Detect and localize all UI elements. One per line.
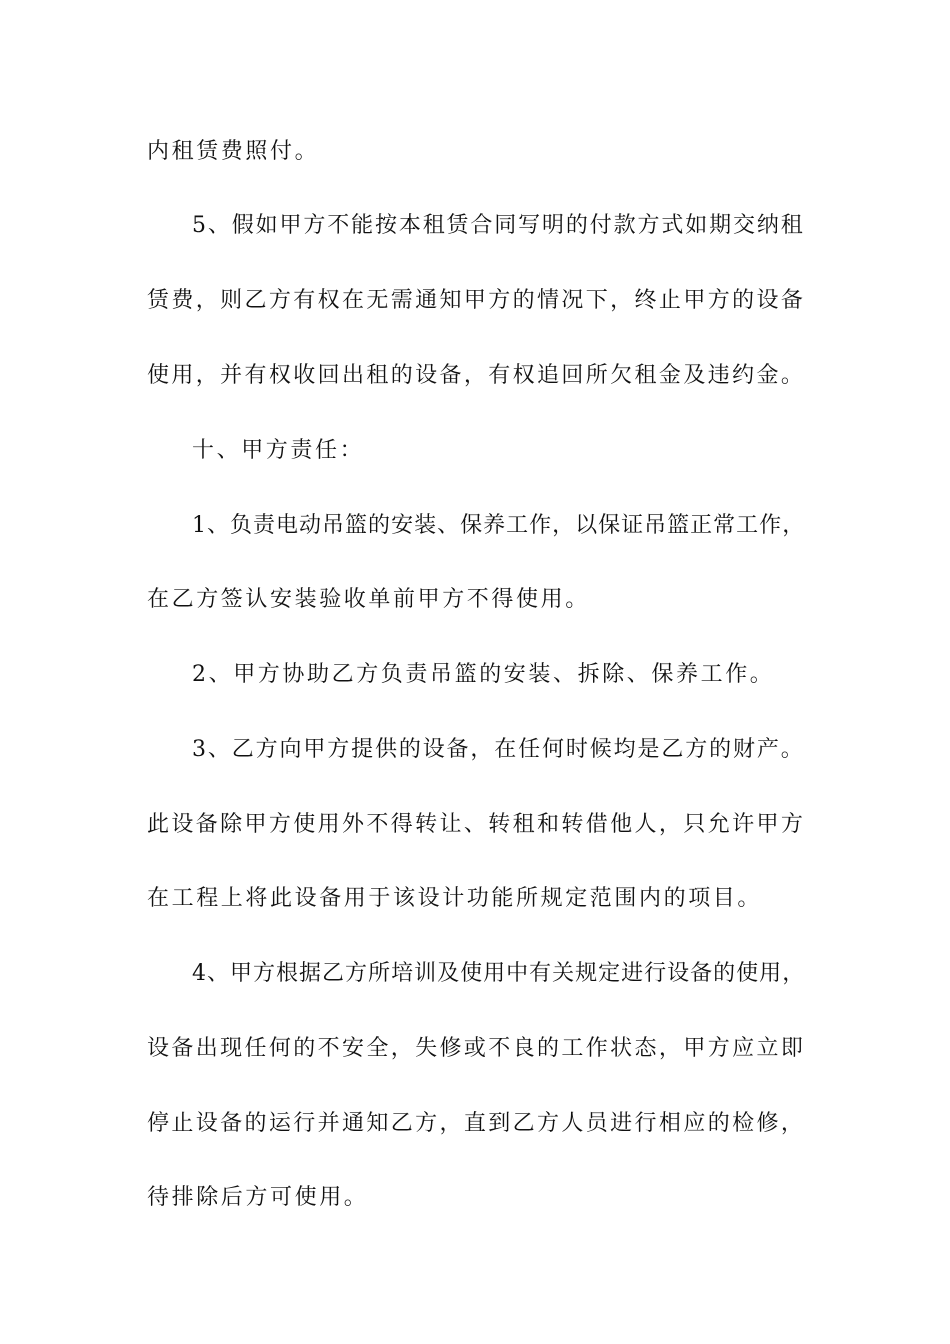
- paragraph-line: 此设备除甲方使用外不得转让、转租和转借他人，只允许甲方: [147, 812, 806, 837]
- paragraph-line: 内租赁费照付。: [147, 139, 320, 164]
- paragraph-line: 赁费，则乙方有权在无需通知甲方的情况下，终止甲方的设备: [147, 288, 806, 313]
- paragraph-line: 设备出现任何的不安全，失修或不良的工作状态，甲方应立即: [147, 1036, 806, 1061]
- paragraph-line: 使用，并有权收回出租的设备，有权追回所欠租金及违约金。: [147, 363, 806, 388]
- paragraph-line: 待排除后方可使用。: [147, 1185, 369, 1210]
- paragraph-line: 1、负责电动吊篮的安装、保养工作，以保证吊篮正常工作，: [192, 513, 806, 538]
- paragraph-line: 3、乙方向甲方提供的设备，在任何时候均是乙方的财产。: [192, 737, 805, 762]
- paragraph-line: 在工程上将此设备用于该设计功能所规定范围内的项目。: [147, 886, 763, 911]
- paragraph-line: 5、假如甲方不能按本租赁合同写明的付款方式如期交纳租: [192, 213, 805, 238]
- paragraph-line: 2、甲方协助乙方负责吊篮的安装、拆除、保养工作。: [192, 662, 775, 687]
- section-heading: 十、甲方责任：: [192, 438, 365, 463]
- paragraph-line: 停止设备的运行并通知乙方，直到乙方人员进行相应的检修，: [147, 1111, 806, 1136]
- paragraph-line: 在乙方签认安装验收单前甲方不得使用。: [147, 587, 590, 612]
- paragraph-line: 4、甲方根据乙方所培训及使用中有关规定进行设备的使用，: [192, 961, 806, 986]
